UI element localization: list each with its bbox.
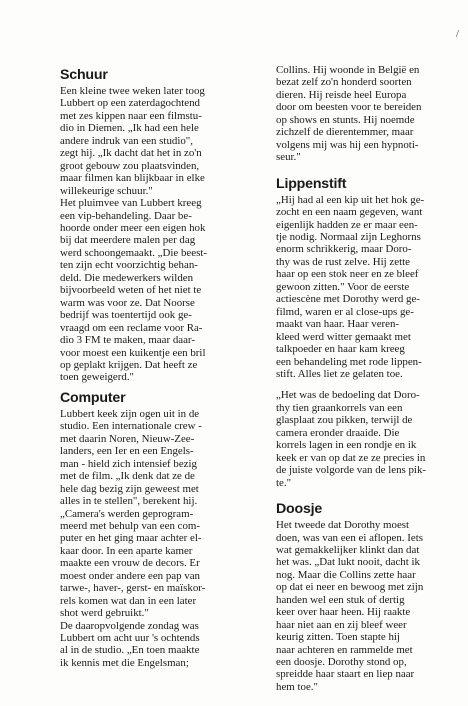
article-paragraph bbox=[60, 408, 274, 620]
text-line: dio in Diemen. „Ik had een hele bbox=[60, 122, 199, 135]
text-line: te." bbox=[276, 476, 292, 489]
text-line: tje nodig. Normaal zijn Leghorns bbox=[276, 230, 421, 243]
text-line: maakt van haar. Haar veren- bbox=[276, 318, 400, 331]
text-line: op dat ei neer en bewoog met zijn bbox=[276, 581, 424, 594]
text-line: meerd met behulp van een com- bbox=[60, 519, 201, 532]
text-line: moest onder andere een pap van bbox=[60, 569, 201, 582]
text-line: vraagd om een reclame voor Ra- bbox=[60, 321, 203, 334]
text-line: maar filmen kan blijkbaar in elke bbox=[60, 172, 205, 185]
section-heading: Lippenstift bbox=[276, 175, 347, 192]
text-line: „Camera's werden geprogram- bbox=[60, 507, 194, 520]
text-line: andere indruk van een studio", bbox=[60, 134, 193, 147]
text-line: haar op een stok neer en ze bleef bbox=[276, 268, 419, 281]
text-line: nog. Maar die Collins zette haar bbox=[276, 568, 416, 581]
text-line: „Het was de bedoeling dat Doro- bbox=[276, 389, 420, 402]
text-line: voor moest een kuikentje een bril bbox=[60, 346, 206, 359]
spacer bbox=[276, 489, 448, 498]
text-line: toen geweigerd." bbox=[60, 371, 134, 384]
text-line: bijvoorbeeld weten of het niet te bbox=[60, 284, 202, 297]
text-line: rels komen wat dan in een later bbox=[60, 594, 197, 607]
text-line: keek er van op dat ze ze precies in bbox=[276, 451, 426, 464]
article-paragraph bbox=[60, 85, 274, 197]
text-line: ten zijn echt voorzichtig behan- bbox=[60, 259, 198, 272]
text-line: kleed werd witter gemaakt met bbox=[276, 330, 411, 343]
article-paragraph bbox=[276, 64, 448, 164]
text-line: de juiste volgorde van de lens pik- bbox=[276, 464, 427, 477]
page-corner-mark: / bbox=[456, 29, 459, 40]
text-line: Lubbert keek zijn ogen uit in de bbox=[60, 407, 200, 420]
text-line: met zes kippen naar een filmstu- bbox=[60, 109, 202, 122]
text-line: willekeurige schuur." bbox=[60, 184, 153, 197]
article-paragraph bbox=[276, 194, 448, 381]
text-line: handen wel een stuk of dertig bbox=[276, 593, 405, 606]
text-line: gewoon zitten." Voor de eerste bbox=[276, 280, 410, 293]
text-line: op geplakt krijgen. Dat heeft ze bbox=[60, 358, 198, 371]
article-paragraph bbox=[276, 519, 448, 693]
article-paragraph bbox=[60, 197, 274, 384]
text-line: al in de studio. „En toen maakte bbox=[60, 644, 200, 657]
text-line: Collins. Hij woonde in België en bbox=[276, 64, 420, 76]
text-line: een vip-behandeling. Daar be- bbox=[60, 209, 192, 222]
article-paragraph bbox=[276, 389, 448, 489]
text-line: korrels lagen in een rondje en ik bbox=[276, 439, 417, 452]
text-line: bedrijf was toentertijd ook ge- bbox=[60, 309, 192, 322]
text-line: Een kleine twee weken later toog bbox=[60, 85, 205, 97]
text-line: spreidde haar staart en liep naar bbox=[276, 668, 415, 681]
text-line: enorm schrikkerig, maar Doro- bbox=[276, 243, 412, 256]
text-line: hem toe." bbox=[276, 680, 318, 693]
text-line: tarwe-, haver-, gerst- en maïskor- bbox=[60, 582, 206, 595]
left-column bbox=[60, 64, 274, 669]
text-line: alles in te stellen", berekent hij. bbox=[60, 495, 198, 508]
text-line: keurig zitten. Toen stapte hij bbox=[276, 631, 400, 644]
text-line: volgens mij was hij een hypnoti- bbox=[276, 138, 419, 151]
text-line: wat gemakkelijker klinkt dan dat bbox=[276, 543, 420, 556]
text-line: zocht en een naam gegeven, want bbox=[276, 206, 423, 219]
text-line: landers, een Ier en een Engels- bbox=[60, 445, 194, 458]
text-line: hoorde onder meer een eigen hok bbox=[60, 221, 206, 234]
text-line: een behandeling met rode lippen- bbox=[276, 355, 422, 368]
text-line: „Hij had al een kip uit het hok ge- bbox=[276, 193, 425, 206]
section-heading: Doosje bbox=[276, 501, 323, 518]
text-line: thy was de rust zelve. Hij zette bbox=[276, 255, 410, 268]
text-line: thy tien graankorrels van een bbox=[276, 401, 403, 414]
text-line: met de film. „Ik denk dat ze de bbox=[60, 470, 195, 483]
text-line: actiescène met Dorothy werd ge- bbox=[276, 293, 420, 306]
text-line: met daarin Noren, Nieuw-Zee- bbox=[60, 432, 195, 445]
text-line: shot werd gebruikt." bbox=[60, 607, 149, 620]
text-line: deld. Die medewerkers wilden bbox=[60, 271, 194, 284]
text-line: talkpoeder en haar kam kreeg bbox=[276, 343, 405, 356]
article-paragraph bbox=[60, 620, 274, 670]
text-line: camera eronder draaide. Die bbox=[276, 426, 400, 439]
text-line: zegt hij. „Ik dacht dat het in zo'n bbox=[60, 147, 202, 160]
text-line: werd schoongemaakt. „Die beest- bbox=[60, 246, 207, 259]
text-line: eigenlijk hadden ze er maar een- bbox=[276, 218, 418, 231]
section-heading: Schuur bbox=[60, 67, 108, 83]
text-line: Lubbert op een zaterdagochtend bbox=[60, 97, 200, 110]
text-line: glasplaat zou pikken, terwijl de bbox=[276, 414, 413, 427]
text-line: puter en het ging maar achter el- bbox=[60, 532, 202, 545]
text-line: een doosje. Dorothy stond op, bbox=[276, 656, 407, 669]
spacer bbox=[276, 380, 448, 389]
text-line: hele dag bezig zijn geweest met bbox=[60, 482, 199, 495]
text-line: naar achteren en rammelde met bbox=[276, 643, 413, 656]
text-line: dieren. Hij reisde heel Europa bbox=[276, 88, 407, 101]
text-line: man - hield zich intensief bezig bbox=[60, 457, 197, 470]
section-heading: Computer bbox=[60, 389, 126, 406]
text-line: doen, was van een ei aflopen. Iets bbox=[276, 531, 423, 544]
text-line: zichzelf de dierentemmer, maar bbox=[276, 126, 414, 139]
right-column bbox=[276, 64, 448, 693]
text-line: studio. Een internationale crew - bbox=[60, 420, 202, 433]
text-line: kaar door. In een aparte kamer bbox=[60, 544, 193, 557]
text-line: het was. „Dat lukt nooit, dacht ik bbox=[276, 556, 420, 569]
text-line: Het pluimvee van Lubbert kreeg bbox=[60, 197, 202, 210]
text-line: keer over haar heen. Hij raakte bbox=[276, 606, 411, 619]
text-line: op shows en stunts. Hij noemde bbox=[276, 113, 415, 126]
text-line: filmd, waren er al close-ups ge- bbox=[276, 305, 414, 318]
text-line: ik kennis met die Engelsman; bbox=[60, 656, 189, 669]
text-line: haar niet aan en zij bleef weer bbox=[276, 618, 407, 631]
text-line: Het tweede dat Dorothy moest bbox=[276, 519, 410, 532]
spacer bbox=[60, 384, 274, 387]
text-line: door om beesten voor te bereiden bbox=[276, 101, 422, 114]
text-line: dio 3 FM te maken, maar daar- bbox=[60, 334, 195, 347]
text-line: bij dat meerdere malen per dag bbox=[60, 234, 196, 247]
text-line: seur." bbox=[276, 151, 301, 164]
text-line: warm was voor ze. Dat Noorse bbox=[60, 296, 195, 309]
text-line: bezat zelf zo'n honderd soorten bbox=[276, 76, 412, 89]
text-line: Lubbert om acht uur 's ochtends bbox=[60, 632, 200, 645]
text-line: De daaropvolgende zondag was bbox=[60, 619, 199, 632]
text-line: groot gebouw zou plaatsvinden, bbox=[60, 159, 200, 172]
text-line: maakte een vrouw de decors. Er bbox=[60, 557, 200, 570]
spacer bbox=[276, 164, 448, 173]
text-line: stift. Alles liet ze gelaten toe. bbox=[276, 367, 403, 380]
